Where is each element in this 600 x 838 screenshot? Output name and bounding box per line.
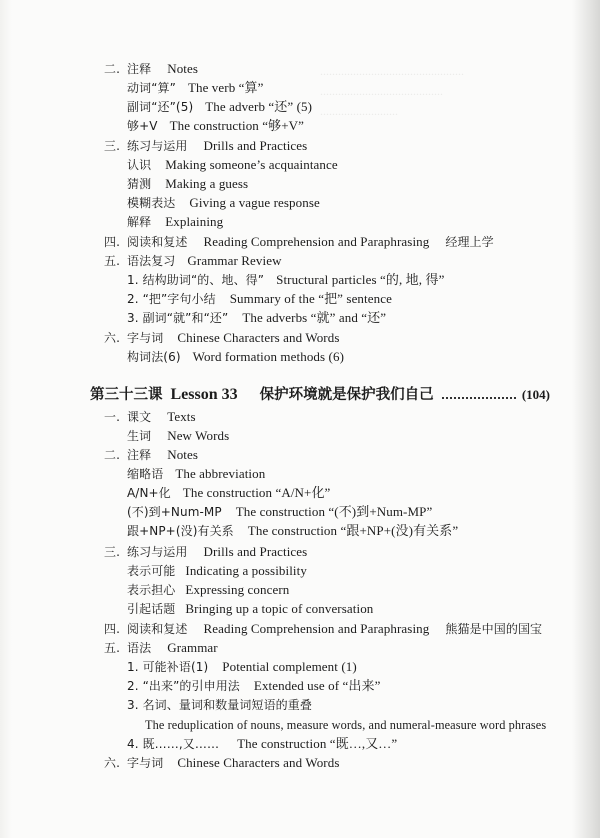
toc-section-heading[interactable]: 二. 注释 Notes (104, 61, 199, 76)
page-curl-shadow-right (572, 0, 600, 838)
lesson-number-en: Lesson 33 (170, 386, 238, 403)
page-number: (104) (521, 387, 550, 402)
toc-section-heading[interactable]: 四. 阅读和复述 Reading Comprehension and Paraphrasing 熊猫是中国的国宝 (104, 621, 543, 636)
toc-item[interactable]: 跟+NP+(没)有关系 The construction “跟+NP+(没)有关系” (127, 523, 459, 538)
toc-item[interactable]: 构词法(6) Word formation methods (6) (127, 349, 344, 364)
toc-section-heading[interactable]: 五. 语法 Grammar (104, 640, 218, 655)
toc-item[interactable]: 4. 既……,又…… The construction “既…,又…” (127, 736, 398, 751)
toc-item[interactable]: 引起话题 Bringing up a topic of conversation (127, 601, 374, 616)
toc-section-heading[interactable]: 四. 阅读和复述 Reading Comprehension and Paraphrasing 经理上学 (104, 234, 494, 249)
toc-section-heading[interactable]: 一. 课文 Texts (104, 409, 196, 424)
toc-item[interactable]: 1. 可能补语(1) Potential complement (1) (127, 659, 357, 674)
toc-item[interactable]: 解释 Explaining (127, 214, 224, 229)
lesson-title: 保护环境就是保护我们自己 (259, 387, 434, 403)
toc-item[interactable]: (不)到+Num-MP The construction “(不)到+Num-MP” (127, 504, 433, 519)
toc-item[interactable]: 3. 副词“就”和“还” The adverbs “就” and “还” (127, 310, 387, 325)
toc-item[interactable]: 2. “出来”的引申用法 Extended use of “出来” (127, 678, 381, 693)
toc-section-heading[interactable]: 三. 练习与运用 Drills and Practices (104, 544, 308, 559)
toc-item[interactable]: 2. “把”字句小结 Summary of the “把” sentence (127, 291, 392, 306)
toc-item[interactable]: 3. 名词、量词和数量词短语的重叠 (127, 698, 312, 712)
toc-item[interactable]: A/N+化 The construction “A/N+化” (127, 485, 331, 500)
lesson-number-zh: 第三十三课 (90, 387, 163, 403)
lesson-33-heading[interactable] (90, 386, 550, 404)
toc-item[interactable]: 模糊表达 Giving a vague response (127, 195, 320, 210)
show-through-text: .......................... (320, 104, 398, 118)
toc-item[interactable]: 生词 New Words (127, 428, 230, 443)
toc-item[interactable]: 副词“还”(5) The adverb “还” (5) (127, 99, 313, 114)
toc-item[interactable]: 认识 Making someone’s acquaintance (127, 157, 338, 172)
toc-item[interactable]: 够+V The construction “够+V” (127, 118, 305, 133)
toc-section-heading[interactable]: 六. 字与词 Chinese Characters and Words (104, 755, 340, 770)
toc-section-heading[interactable]: 六. 字与词 Chinese Characters and Words (104, 330, 340, 345)
page-edge-shadow-left (0, 0, 12, 838)
toc-item[interactable]: 表示担心 Expressing concern (127, 582, 290, 597)
toc-item[interactable]: 猜测 Making a guess (127, 176, 249, 191)
show-through-text: ......................................... (320, 84, 443, 98)
toc-section-heading[interactable]: 三. 练习与运用 Drills and Practices (104, 138, 308, 153)
toc-item-continuation[interactable]: The reduplication of nouns, measure words, and numeral-measure word phrases (145, 718, 547, 732)
toc-section-heading[interactable]: 五. 语法复习 Grammar Review (104, 253, 282, 268)
toc-item[interactable]: 表示可能 Indicating a possibility (127, 563, 307, 578)
reading-title: 经理上学 (445, 235, 494, 249)
dotted-leader (442, 388, 516, 399)
reading-title: 熊猫是中国的国宝 (445, 622, 543, 636)
show-through-text: ................................................ (320, 64, 464, 78)
toc-section-heading[interactable]: 二. 注释 Notes (104, 447, 199, 462)
toc-item[interactable]: 动词“算” The verb “算” (127, 80, 264, 95)
toc-item[interactable]: 缩略语 The abbreviation (127, 466, 266, 481)
toc-item[interactable]: 1. 结构助词“的、地、得” Structural particles “的, 地, 得” (127, 272, 445, 287)
